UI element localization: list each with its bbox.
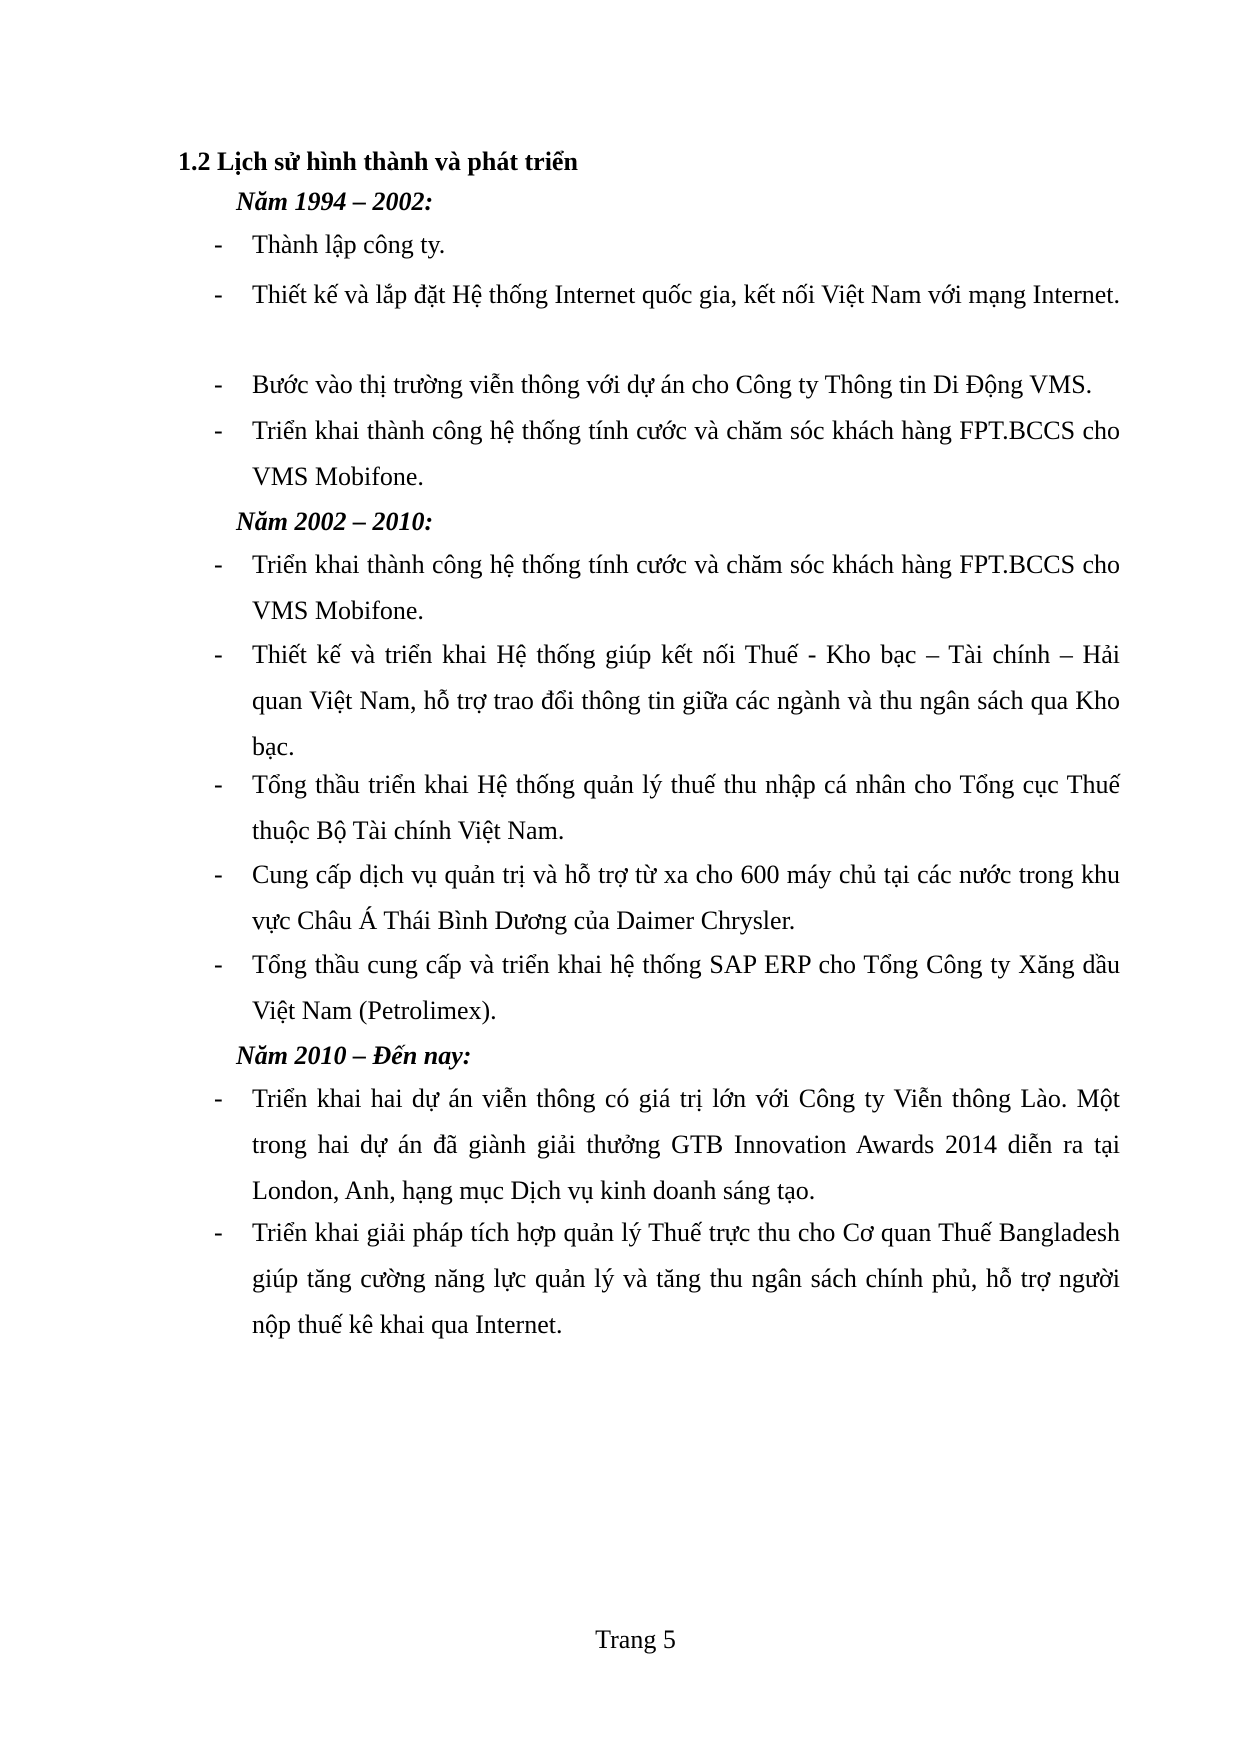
bullet-dash: - (214, 770, 223, 799)
list-item-text: Triển khai giải pháp tích hợp quản lý Thuế trực thu cho Cơ quan Thuế Bangladesh giúp tăng cường năng lực quản lý và tăng thu ngân sách chính phủ, hỗ trợ người nộp thuế kê khai qua Internet. (252, 1218, 1120, 1339)
bullet-dash: - (214, 550, 223, 579)
bullet-dash: - (214, 416, 223, 445)
list-item (214, 408, 1120, 500)
list-item-text: Triển khai thành công hệ thống tính cước và chăm sóc khách hàng FPT.BCCS cho VMS Mobifone. (252, 550, 1120, 625)
list-item-text: Tổng thầu cung cấp và triển khai hệ thống SAP ERP cho Tổng Công ty Xăng dầu Việt Nam (Petrolimex). (252, 950, 1120, 1025)
list-item (214, 762, 1120, 854)
list-item-text: Thiết kế và lắp đặt Hệ thống Internet quốc gia, kết nối Việt Nam với mạng Internet. (252, 280, 1121, 309)
list-item (214, 272, 1120, 318)
list-item-text: Bước vào thị trường viễn thông với dự án cho Công ty Thông tin Di Động VMS. (252, 370, 1093, 399)
list-item (214, 542, 1120, 634)
list-item-text: Thành lập công ty. (252, 230, 446, 259)
list-item (214, 1076, 1120, 1214)
bullet-dash: - (214, 370, 223, 399)
list-item (214, 362, 1120, 408)
bullet-dash: - (214, 950, 223, 979)
bullet-dash: - (214, 1084, 223, 1113)
list-item-text: Thiết kế và triển khai Hệ thống giúp kết nối Thuế - Kho bạc – Tài chính – Hải quan Việt Nam, hỗ trợ trao đổi thông tin giữa các ngành và thu ngân sách qua Kho bạc. (252, 640, 1120, 761)
list-item (214, 942, 1120, 1034)
list-item (214, 852, 1120, 944)
list-item-text: Triển khai hai dự án viễn thông có giá trị lớn với Công ty Viễn thông Lào. Một trong hai dự án đã giành giải thưởng GTB Innovation Awards 2014 diễn ra tại London, Anh, hạng mục Dịch vụ kinh doanh sáng tạo. (252, 1084, 1120, 1205)
page-number: Trang 5 (595, 1625, 676, 1654)
period-heading-2010-present: Năm 2010 – Đến nay: (236, 1041, 472, 1070)
bullet-dash: - (214, 280, 223, 309)
section-heading: 1.2 Lịch sử hình thành và phát triển (178, 147, 578, 176)
bullet-dash: - (214, 230, 223, 259)
list-item-text: Cung cấp dịch vụ quản trị và hỗ trợ từ xa cho 600 máy chủ tại các nước trong khu vực Châu Á Thái Bình Dương của Daimer Chrysler. (252, 860, 1120, 935)
bullet-dash: - (214, 640, 223, 669)
list-item (214, 222, 1120, 268)
list-item-text: Triển khai thành công hệ thống tính cước và chăm sóc khách hàng FPT.BCCS cho VMS Mobifone. (252, 416, 1120, 491)
list-item-text: Tổng thầu triển khai Hệ thống quản lý thuế thu nhập cá nhân cho Tổng cục Thuế thuộc Bộ Tài chính Việt Nam. (252, 770, 1120, 845)
period-heading-2002-2010: Năm 2002 – 2010: (236, 507, 434, 536)
bullet-dash: - (214, 1218, 223, 1247)
period-heading-1994-2002: Năm 1994 – 2002: (236, 187, 434, 216)
bullet-dash: - (214, 860, 223, 889)
list-item (214, 1210, 1120, 1348)
list-item (214, 632, 1120, 770)
